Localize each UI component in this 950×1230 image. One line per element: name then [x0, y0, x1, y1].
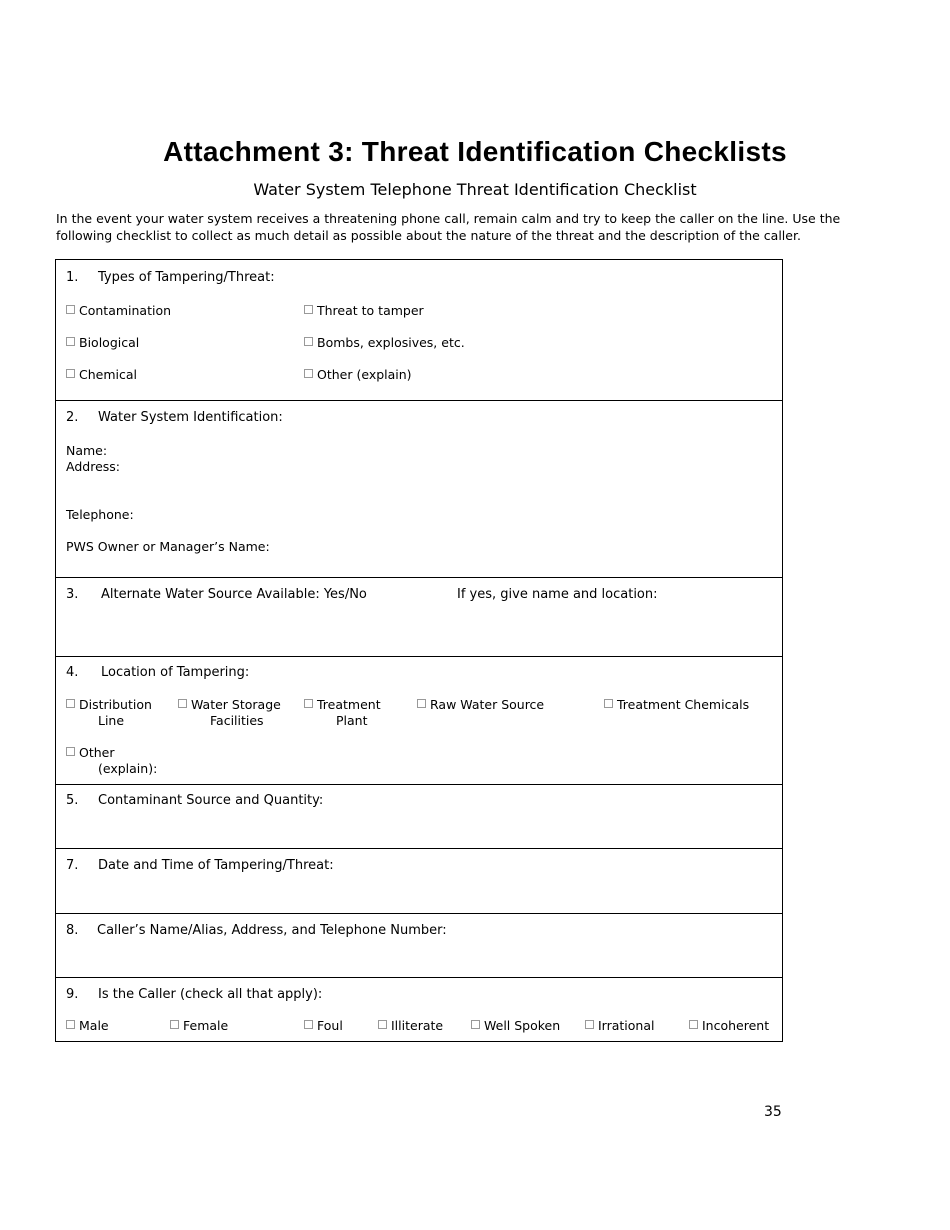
section-alternate-water-source	[56, 578, 782, 657]
section-number: 9.	[66, 987, 79, 1002]
option-incoherent[interactable]: Incoherent	[689, 1018, 769, 1034]
checkbox-icon[interactable]	[66, 747, 75, 756]
section-location-of-tampering	[56, 657, 782, 785]
section-number: 7.	[66, 858, 79, 873]
checkbox-icon[interactable]	[304, 369, 313, 378]
checkbox-icon[interactable]	[417, 699, 426, 708]
option-treatment-chemicals[interactable]: Treatment Chemicals	[604, 697, 749, 713]
option-threat-to-tamper[interactable]: Threat to tamper	[304, 303, 424, 319]
option-treatment-plant[interactable]: Treatment Plant	[304, 697, 381, 729]
section-number: 8.	[66, 923, 79, 938]
checkbox-icon[interactable]	[585, 1020, 594, 1029]
option-other-location[interactable]: Other (explain):	[66, 745, 157, 777]
section-number: 5.	[66, 793, 79, 808]
intro-paragraph: In the event your water system receives a threatening phone call, remain calm and try to keep the caller on the line. Use the following checklist to collect as much detail as possible about the nature of the threat and the description of the caller.	[56, 211, 841, 243]
checkbox-icon[interactable]	[66, 369, 75, 378]
address-label: Address:	[66, 459, 120, 474]
option-female[interactable]: Female	[170, 1018, 228, 1034]
threat-checklist-form	[55, 259, 783, 1042]
section-heading: Date and Time of Tampering/Threat:	[98, 858, 334, 873]
checklist-subtitle: Water System Telephone Threat Identification Checklist	[253, 180, 697, 199]
checkbox-icon[interactable]	[378, 1020, 387, 1029]
telephone-label: Telephone:	[66, 507, 134, 522]
checkbox-icon[interactable]	[304, 1020, 313, 1029]
section-heading: Location of Tampering:	[101, 665, 250, 680]
section-heading: Contaminant Source and Quantity:	[98, 793, 324, 808]
checkbox-icon[interactable]	[66, 699, 75, 708]
checkbox-icon[interactable]	[66, 337, 75, 346]
option-water-storage-facilities[interactable]: Water Storage Facilities	[178, 697, 281, 729]
option-bombs-explosives[interactable]: Bombs, explosives, etc.	[304, 335, 465, 351]
option-other-explain[interactable]: Other (explain)	[304, 367, 412, 383]
section-number: 2.	[66, 410, 79, 425]
option-irrational[interactable]: Irrational	[585, 1018, 654, 1034]
checkbox-icon[interactable]	[471, 1020, 480, 1029]
option-illiterate[interactable]: Illiterate	[378, 1018, 443, 1034]
section-date-and-time	[56, 849, 782, 914]
checkbox-icon[interactable]	[304, 337, 313, 346]
option-male[interactable]: Male	[66, 1018, 109, 1034]
page-title: Attachment 3: Threat Identification Checklists	[163, 136, 787, 167]
section-heading: Alternate Water Source Available: Yes/No	[101, 587, 367, 602]
checkbox-icon[interactable]	[304, 699, 313, 708]
page-number: 35	[764, 1104, 782, 1120]
section-heading: Types of Tampering/Threat:	[98, 270, 275, 285]
section-types-of-tampering	[56, 260, 782, 401]
checkbox-icon[interactable]	[689, 1020, 698, 1029]
section-caller-characteristics	[56, 978, 782, 1041]
section-number: 3.	[66, 587, 79, 602]
owner-manager-label: PWS Owner or Manager’s Name:	[66, 539, 270, 554]
section-heading: Water System Identification:	[98, 410, 283, 425]
option-raw-water-source[interactable]: Raw Water Source	[417, 697, 544, 713]
section-contaminant-source	[56, 785, 782, 849]
section-caller-details	[56, 914, 782, 978]
option-foul[interactable]: Foul	[304, 1018, 343, 1034]
checkbox-icon[interactable]	[170, 1020, 179, 1029]
option-well-spoken[interactable]: Well Spoken	[471, 1018, 560, 1034]
section-number: 4.	[66, 665, 79, 680]
option-distribution-line[interactable]: Distribution Line	[66, 697, 152, 729]
checkbox-icon[interactable]	[66, 1020, 75, 1029]
checkbox-icon[interactable]	[66, 305, 75, 314]
checkbox-icon[interactable]	[178, 699, 187, 708]
section-heading: Is the Caller (check all that apply):	[98, 987, 323, 1002]
option-biological[interactable]: Biological	[66, 335, 139, 351]
option-chemical[interactable]: Chemical	[66, 367, 137, 383]
name-label: Name:	[66, 443, 108, 458]
section-number: 1.	[66, 270, 79, 285]
checkbox-icon[interactable]	[604, 699, 613, 708]
option-contamination[interactable]: Contamination	[66, 303, 171, 319]
checkbox-icon[interactable]	[304, 305, 313, 314]
section-water-system-identification	[56, 401, 782, 578]
section-heading: Caller’s Name/Alias, Address, and Telephone Number:	[97, 923, 447, 938]
alternate-source-followup: If yes, give name and location:	[457, 587, 658, 602]
